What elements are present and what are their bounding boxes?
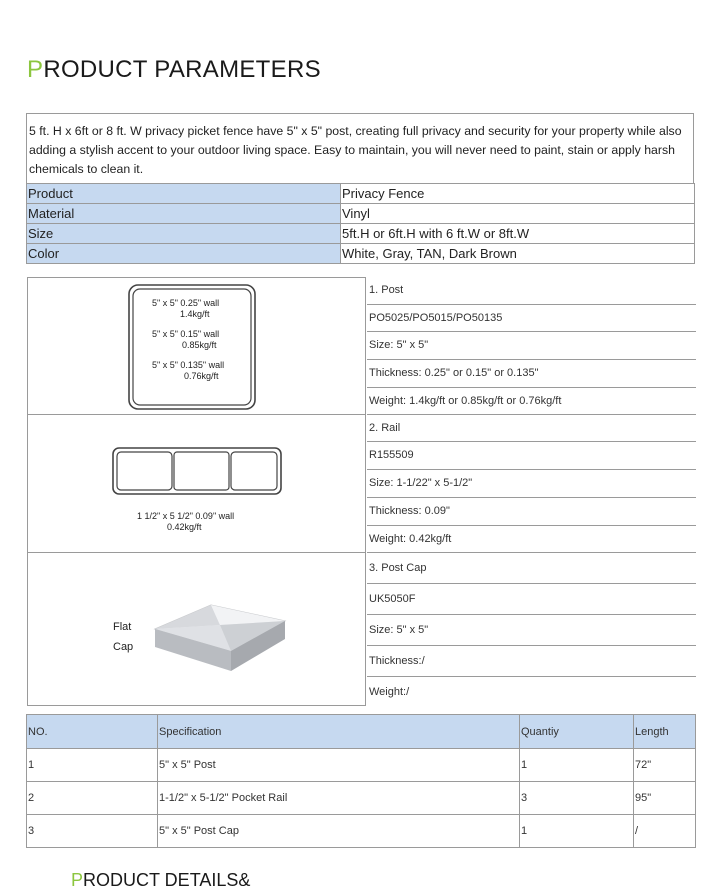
post-cap-image [153, 599, 289, 679]
cap-label: Flat [113, 621, 132, 633]
bom-cell: 1 [27, 749, 158, 782]
spec-value: Vinyl [341, 204, 695, 224]
page-title-rest: RODUCT PARAMETERS [43, 56, 321, 83]
post-detail: Size: 5" x 5" [367, 331, 696, 358]
table-row [27, 749, 696, 782]
spec-row [27, 184, 695, 204]
bom-cell: 5" x 5" Post [158, 749, 520, 782]
post-spec-line: 5" x 5" 0.135" wall [152, 360, 225, 370]
bom-header: NO. [27, 715, 158, 749]
rail-spec-line: 0.42kg/ft [167, 522, 202, 532]
bom-cell: 95" [634, 782, 696, 815]
bom-cell: / [634, 815, 696, 848]
cap-detail: Size: 5" x 5" [367, 614, 696, 645]
bom-cell: 1 [520, 749, 634, 782]
post-spec-line: 0.85kg/ft [182, 340, 217, 350]
spec-key: Color [27, 244, 341, 264]
spec-key: Material [27, 204, 341, 224]
rail-detail: 2. Rail [367, 414, 696, 441]
table-row [27, 815, 696, 848]
post-detail: 1. Post [369, 284, 404, 296]
spec-table [26, 183, 695, 264]
bom-cell: 72" [634, 749, 696, 782]
post-detail: PO5025/PO5015/PO50135 [367, 304, 696, 331]
bom-cell: 2 [27, 782, 158, 815]
spec-value: Privacy Fence [341, 184, 695, 204]
bom-header: Length [634, 715, 696, 749]
rail-detail: Weight: 0.42kg/ft [367, 525, 696, 552]
post-spec-line: 0.76kg/ft [184, 371, 219, 381]
spec-value: White, Gray, TAN, Dark Brown [341, 244, 695, 264]
bom-cell: 5" x 5" Post Cap [158, 815, 520, 848]
post-detail: Weight: 1.4kg/ft or 0.85kg/ft or 0.76kg/ft [367, 387, 696, 414]
row-divider [27, 552, 366, 553]
components-table [27, 277, 696, 707]
bom-cell: 1-1/2" x 5-1/2" Pocket Rail [158, 782, 520, 815]
bom-cell: 3 [520, 782, 634, 815]
rail-detail: Thickness: 0.09" [367, 497, 696, 524]
table-row [27, 782, 696, 815]
post-spec-line: 1.4kg/ft [180, 309, 210, 319]
spec-row [27, 204, 695, 224]
bom-table [26, 714, 696, 848]
page-title-initial: P [27, 56, 44, 83]
spec-value: 5ft.H or 6ft.H with 6 ft.W or 8ft.W [341, 224, 695, 244]
cap-detail: UK5050F [367, 583, 696, 614]
product-description: 5 ft. H x 6ft or 8 ft. W privacy picket fence have 5" x 5" post, creating full privacy and security for your property while also adding a stylish accent to your outdoor living space. Easy to maintain, you will never need to paint, stain or apply harsh chemicals to clean it. [26, 113, 694, 183]
bom-cell: 3 [27, 815, 158, 848]
rail-profile-drawing [111, 446, 283, 498]
spec-row [27, 244, 695, 264]
spec-key: Size [27, 224, 341, 244]
cap-label: Cap [113, 641, 134, 653]
bom-header: Specification [158, 715, 520, 749]
cap-detail: Weight:/ [367, 676, 696, 707]
rail-detail: Size: 1-1/22" x 5-1/2" [367, 469, 696, 496]
bom-header-row [27, 715, 696, 749]
section-title-initial: P [71, 870, 84, 890]
rail-detail: R155509 [367, 441, 696, 468]
post-spec-line: 5" x 5" 0.25" wall [152, 298, 220, 308]
post-spec-line: 5" x 5" 0.15" wall [152, 329, 220, 339]
cap-detail: Thickness:/ [367, 645, 696, 676]
section-title-details [71, 870, 250, 891]
section-title-rest: RODUCT DETAILS& [83, 870, 251, 890]
rail-spec-line: 1 1/2" x 5 1/2" 0.09" wall [137, 511, 235, 521]
cap-detail: 3. Post Cap [367, 552, 696, 583]
spec-row [27, 224, 695, 244]
bom-cell: 1 [520, 815, 634, 848]
row-divider [27, 414, 366, 415]
bom-header: Quantiy [520, 715, 634, 749]
spec-key: Product [27, 184, 341, 204]
post-detail: Thickness: 0.25" or 0.15" or 0.135" [367, 359, 696, 386]
page-title [27, 56, 321, 84]
